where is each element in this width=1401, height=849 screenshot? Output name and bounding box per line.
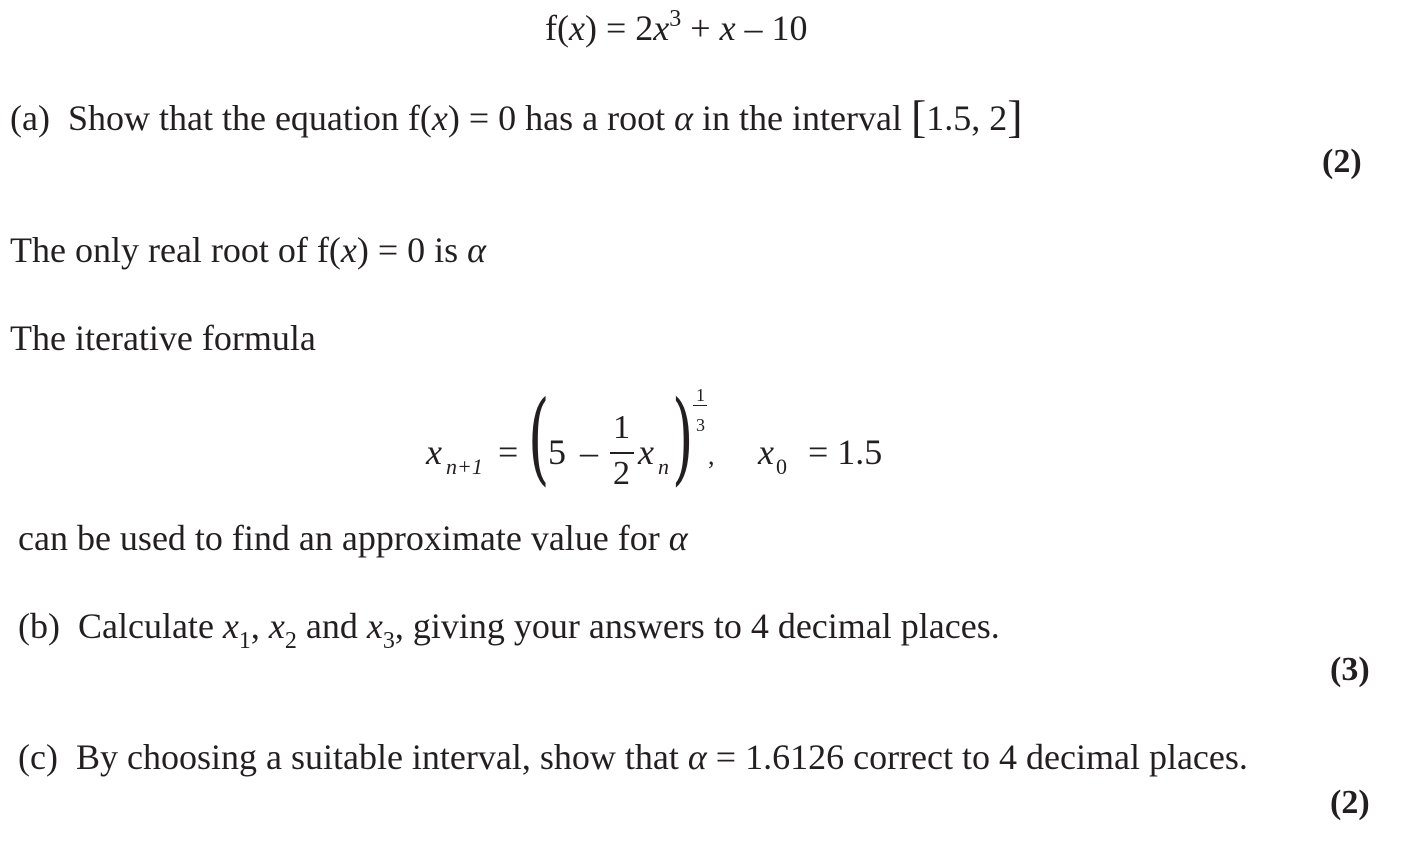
alpha-symbol: α (687, 737, 707, 777)
var-x: x (653, 8, 670, 48)
exponent-fraction-bar (693, 405, 707, 406)
equals-sign: = (498, 432, 519, 472)
part-c-question (18, 737, 1248, 777)
only-root-statement (10, 230, 486, 270)
iterative-intro: The iterative formula (10, 318, 316, 358)
part-c-text: = 1.6126 correct to 4 decimal places. (706, 737, 1248, 777)
lhs-subscript: n+1 (446, 454, 483, 479)
and-word: and (296, 606, 367, 646)
minus-ten: – 10 (735, 8, 808, 48)
part-b-question (18, 606, 1000, 654)
alpha-symbol: α (467, 230, 487, 270)
part-a-question (10, 91, 1023, 142)
half-denominator: 2 (613, 455, 630, 492)
var-x: x (719, 8, 736, 48)
xn-x: x (638, 432, 654, 472)
var-x: x (222, 606, 239, 646)
subscript-3: 3 (382, 628, 395, 654)
only-root-text: ) = 0 is (356, 230, 468, 270)
part-b-marks: (3) (1330, 651, 1370, 688)
subscript-2: 2 (284, 628, 297, 654)
part-c-label: (c) (18, 737, 58, 777)
iterative-formula (420, 380, 900, 500)
x0-value: = 1.5 (808, 432, 883, 472)
f-close-eq: ) = 2 (584, 8, 654, 48)
exponent-3: 3 (669, 6, 682, 32)
part-a-text: in the interval (693, 98, 911, 138)
minus-sign: – (580, 432, 598, 472)
right-bracket: ] (1007, 91, 1023, 142)
var-x: x (431, 98, 448, 138)
exponent-numerator: 1 (696, 385, 705, 405)
lhs-x: x (426, 432, 442, 472)
formula-comma: , (708, 441, 715, 470)
x0-subscript: 0 (776, 454, 787, 479)
xn-subscript: n (658, 454, 669, 479)
part-a-label: (a) (10, 98, 50, 138)
approx-statement (18, 518, 688, 558)
var-x: x (268, 606, 285, 646)
left-bracket: [ (910, 91, 927, 142)
comma: , (250, 606, 269, 646)
part-c-marks: (2) (1330, 784, 1370, 821)
f-open: f( (545, 8, 569, 48)
five: 5 (548, 432, 566, 472)
approx-text: can be used to find an approximate value for (18, 518, 669, 558)
function-definition (545, 8, 808, 48)
half-numerator: 1 (613, 409, 630, 446)
plus-sign: + (681, 8, 720, 48)
part-b-text: , giving your answers to 4 decimal places. (394, 606, 1000, 646)
part-c-text: By choosing a suitable interval, show that (75, 737, 688, 777)
var-x: x (568, 8, 585, 48)
part-a-marks: (2) (1322, 143, 1362, 180)
x0-x: x (758, 432, 774, 472)
right-paren: ) (672, 379, 694, 496)
var-x: x (366, 606, 383, 646)
only-root-text: The only real root of f( (10, 230, 341, 270)
interval-values: 1.5, 2 (926, 98, 1008, 138)
subscript-1: 1 (238, 628, 251, 654)
part-a-text: ) = 0 has a root (447, 98, 675, 138)
var-x: x (340, 230, 357, 270)
part-a-text: Show that the equation f( (67, 98, 432, 138)
left-paren: ( (528, 379, 550, 496)
exponent-denominator: 3 (696, 415, 705, 435)
alpha-symbol: α (674, 98, 694, 138)
part-b-text: Calculate (77, 606, 223, 646)
part-b-label: (b) (18, 606, 60, 646)
alpha-symbol: α (668, 518, 688, 558)
